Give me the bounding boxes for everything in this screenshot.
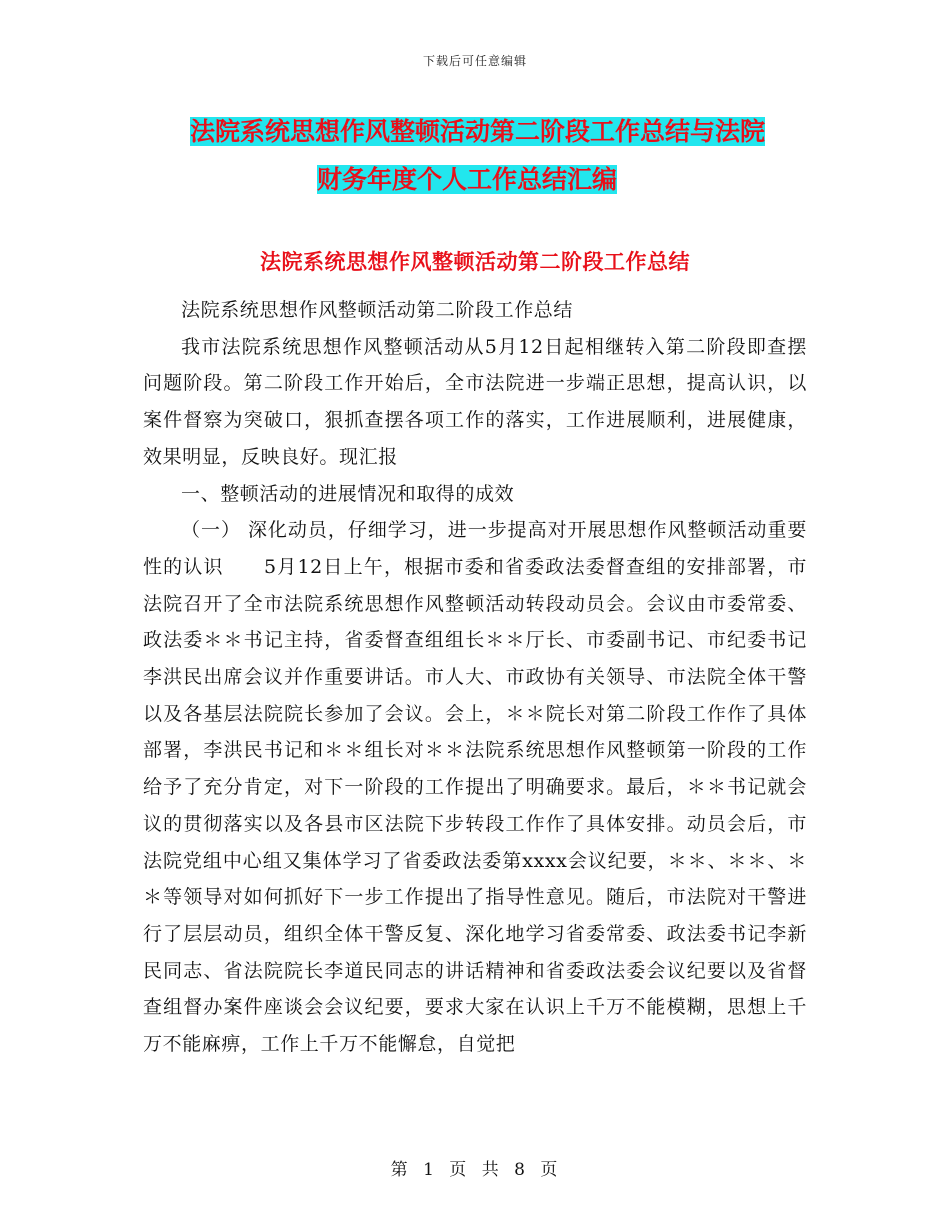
- document-title-line-1: 法院系统思想作风整顿活动第二阶段工作总结与法院: [190, 117, 766, 146]
- body-paragraph: 一、整顿活动的进展情况和取得的成效: [181, 482, 515, 505]
- document-title-line-2: 财务年度个人工作总结汇编: [317, 165, 618, 194]
- body-paragraph: 法院系统思想作风整顿活动第二阶段工作总结: [181, 299, 574, 321]
- page-header-note: 下载后可任意编辑: [422, 54, 527, 68]
- document-body: [143, 292, 807, 1063]
- page-number: 第 1 页 共 8 页: [390, 1160, 560, 1180]
- document-title: [190, 108, 810, 204]
- section-title: 法院系统思想作风整顿活动第二阶段工作总结: [260, 250, 690, 274]
- body-paragraph: （一） 深化动员，仔细学习，进一步提高对开展思想作风整顿活动重要性的认识 5月12日上午，根据市委和省委政法委督查组的安排部署，市法院召开了全市法院系统思想作风整顿活动转段动员会。会议由市委常委、政法委＊＊书记主持，省委督查组组长＊＊厅长、市委副书记、市纪委书记李洪民出席会议并作重要讲话。市人大、市政协有关领导、市法院全体干警以及各基层法院院长参加了会议。会上，＊＊院长对第二阶段工作作了具体部署，李洪民书记和＊＊组长对＊＊法院系统思想作风整顿第一阶段的工作给予了充分肯定，对下一阶段的工作提出了明确要求。最后，＊＊书记就会议的贯彻落实以及各县市区法院下步转段工作作了具体安排。动员会后，市法院党组中心组又集体学习了省委政法委第xxxx会议纪要，＊＊、＊＊、＊＊等领导对如何抓好下一步工作提出了指导性意见。随后，市法院对干警进行了层层动员，组织全体干警反复、深化地学习省委常委、政法委书记李新民同志、省法院院长李道民同志的讲话精神和省委政法委会议纪要以及省督查组督办案件座谈会会议纪要，要求大家在认识上千万不能模糊，思想上千万不能麻痹，工作上千万不能懈怠，自觉把: [143, 519, 807, 1056]
- body-paragraph: 我市法院系统思想作风整顿活动从5月12日起相继转入第二阶段即查摆问题阶段。第二阶段工作开始后，全市法院进一步端正思想，提高认识，以案件督察为突破口，狠抓查摆各项工作的落实，工作进展顺利，进展健康，效果明显，反映良好。现汇报: [143, 335, 807, 468]
